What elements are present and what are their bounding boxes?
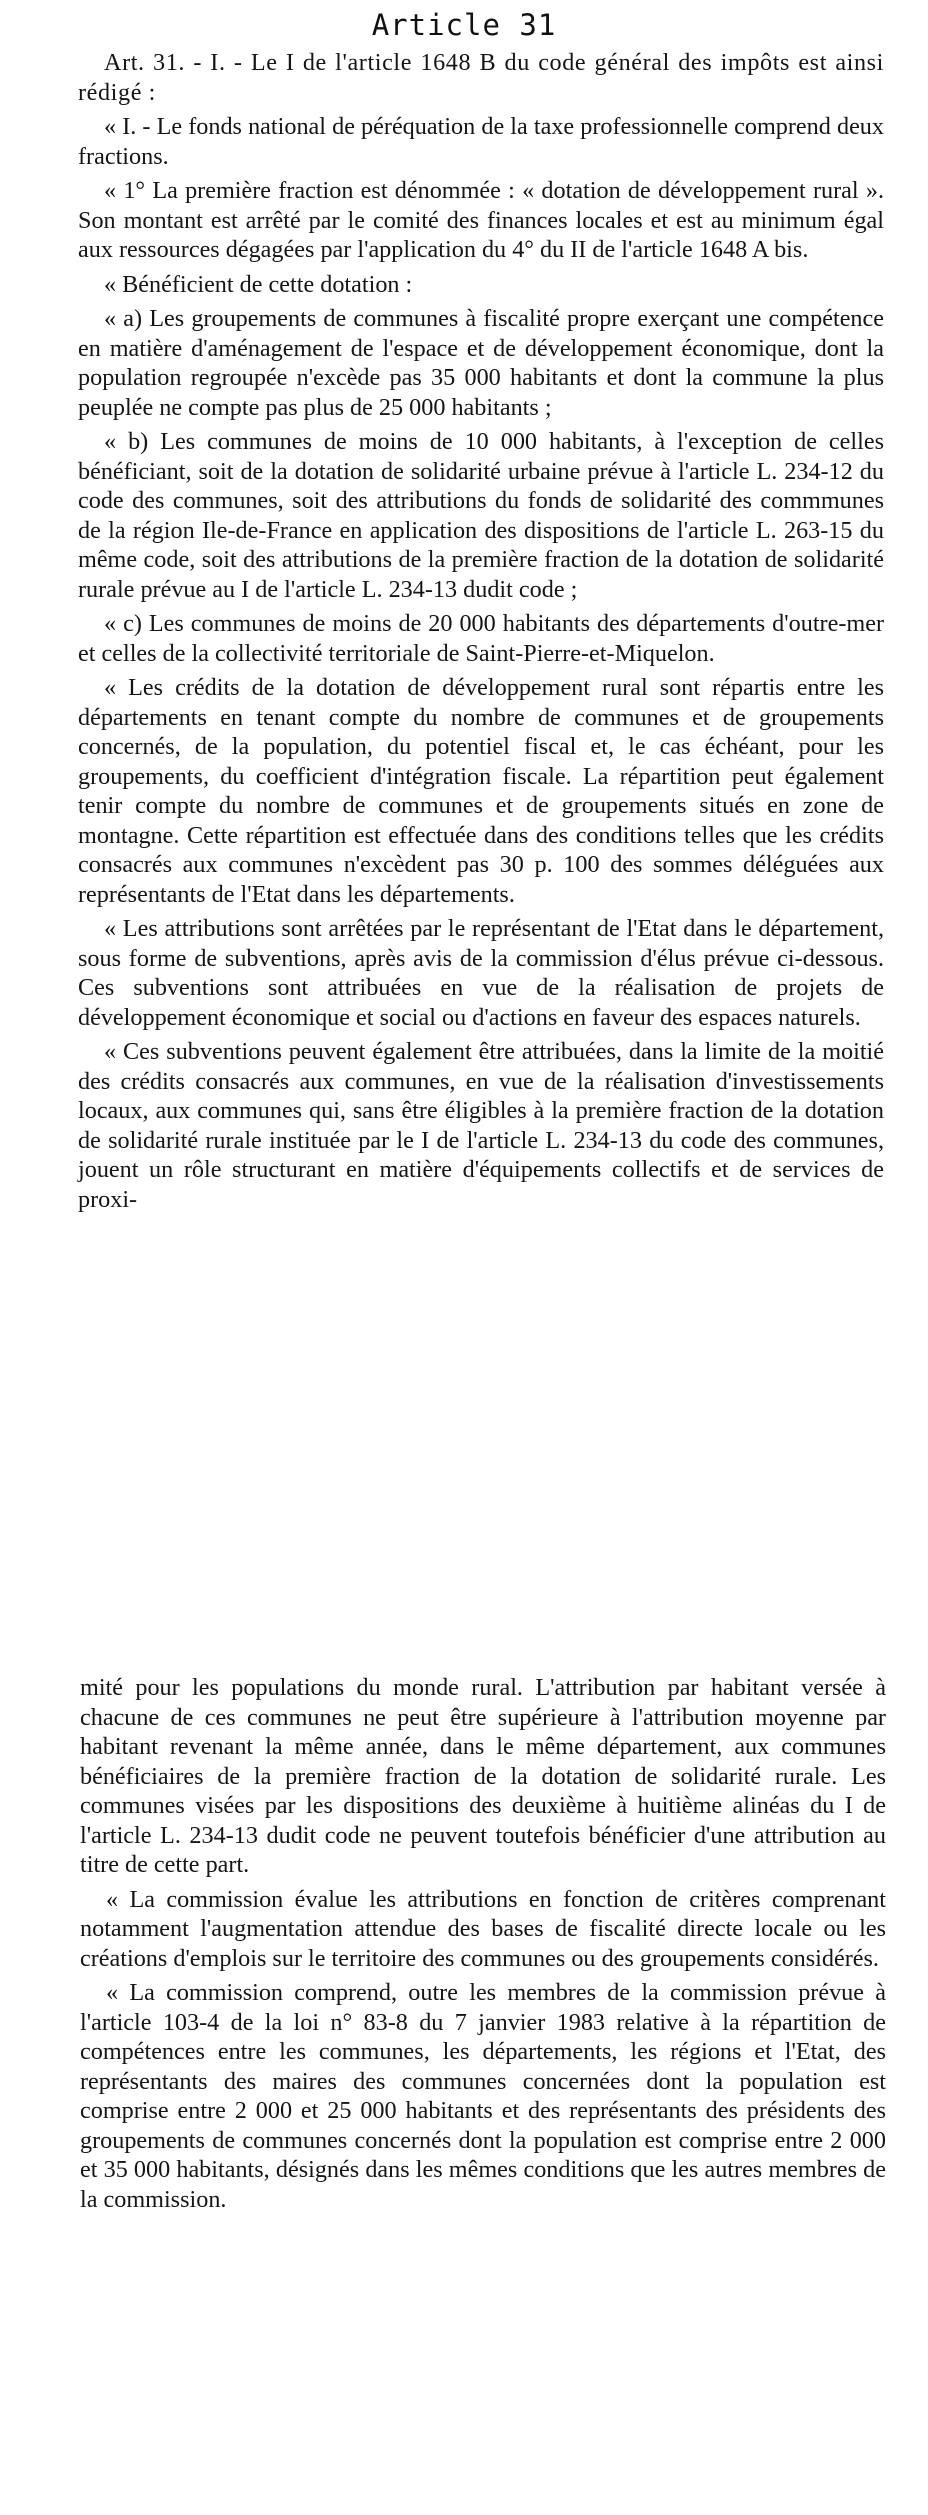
paragraph: « Bénéficient de cette dotation :	[104, 270, 413, 298]
text-column-upper	[78, 48, 884, 1219]
paragraph: mité pour les populations du monde rural. L'attribution par habitant versée à chacune de ces communes ne peut être supérieure à l'attribution moyenne par habitant revenant la même année, dans le même département, aux communes bénéficiaires de la première fraction de la dotation de solidarité rurale. Les communes visées par les dispositions des deuxième à huitième alinéas du I de l'article L. 234-13 dudit code ne peuvent toutefois bénéficier d'une attribution au titre de cette part.	[80, 1674, 886, 1878]
paragraph: « Les crédits de la dotation de développement rural sont répartis entre les départements en tenant compte du nombre de communes et de groupements concernés, de la population, du potentiel fiscal et, le cas échéant, pour les groupements, du coefficient d'intégration fiscale. La répartition peut également tenir compte du nombre de communes et de groupements situés en zone de montagne. Cette répartition est effectuée dans des conditions telles que les crédits consacrés aux communes n'excèdent pas 30 p. 100 des sommes déléguées aux représentants de l'Etat dans les départements.	[78, 674, 884, 908]
paragraph: « La commission comprend, outre les membres de la commission prévue à l'article 103-4 de la loi n° 83-8 du 7 janvier 1983 relative à la répartition de compétences entre les communes, les départements, les régions et l'Etat, des représentants des maires des communes concernées dont la population est comprise entre 2 000 et 25 000 habitants et des représentants des présidents des groupements de communes concernés dont la population est comprise entre 2 000 et 35 000 habitants, désignés dans les mêmes conditions que les autres membres de la commission.	[80, 1979, 886, 2213]
paragraph: « a) Les groupements de communes à fiscalité propre exerçant une compétence en matière d'aménagement de l'espace et de développement économique, dont la population regroupée n'excède pas 35 000 habitants et dont la commune la plus peuplée ne compte pas plus de 25 000 habitants ;	[78, 305, 884, 421]
paragraph: Art. 31. - I. - Le I de l'article 1648 B du code général des impôts est ainsi rédigé :	[78, 49, 884, 106]
paragraph: « Les attributions sont arrêtées par le représentant de l'Etat dans le département, sous forme de subventions, après avis de la commission d'élus prévue ci-dessous. Ces subventions sont attribuées en vue de la réalisation de projets de développement économique et social ou d'actions en faveur des espaces naturels.	[78, 915, 884, 1031]
paragraph: « 1° La première fraction est dénommée : « dotation de développement rural ». Son montant est arrêté par le comité des finances locales et est au minimum égal aux ressources dégagées par l'application du 4° du II de l'article 1648 A bis.	[78, 177, 884, 263]
paragraph: « Ces subventions peuvent également être attribuées, dans la limite de la moitié des crédits consacrés aux communes, en vue de la réalisation d'investissements locaux, aux communes qui, sans être éligibles à la première fraction de la dotation de solidarité rurale instituée par le I de l'article L. 234-13 du code des communes, jouent un rôle structurant en matière d'équipements collectifs et de services de proxi-	[78, 1038, 884, 1213]
paragraph: « I. - Le fonds national de péréquation de la taxe professionnelle comprend deux fractions.	[78, 113, 884, 170]
paragraph: « c) Les communes de moins de 20 000 habitants des départements d'outre-mer et celles de la collectivité territoriale de Saint-Pierre-et-Miquelon.	[78, 610, 884, 667]
paragraph: « b) Les communes de moins de 10 000 habitants, à l'exception de celles bénéficiant, soit de la dotation de solidarité urbaine prévue à l'article L. 234-12 du code des communes, soit des attributions du fonds de solidarité des commmunes de la région Ile-de-France en application des dispositions de l'article L. 263-15 du même code, soit des attributions de la première fraction de la dotation de solidarité rurale prévue au I de l'article L. 234-13 dudit code ;	[78, 428, 884, 603]
text-column-lower	[80, 1673, 886, 2219]
paragraph: « La commission évalue les attributions en fonction de critères comprenant notamment l'augmentation attendue des bases de fiscalité directe locale ou les créations d'emplois sur le territoire des communes ou des groupements considérés.	[80, 1885, 886, 1972]
article-title: Article 31	[371, 8, 557, 42]
